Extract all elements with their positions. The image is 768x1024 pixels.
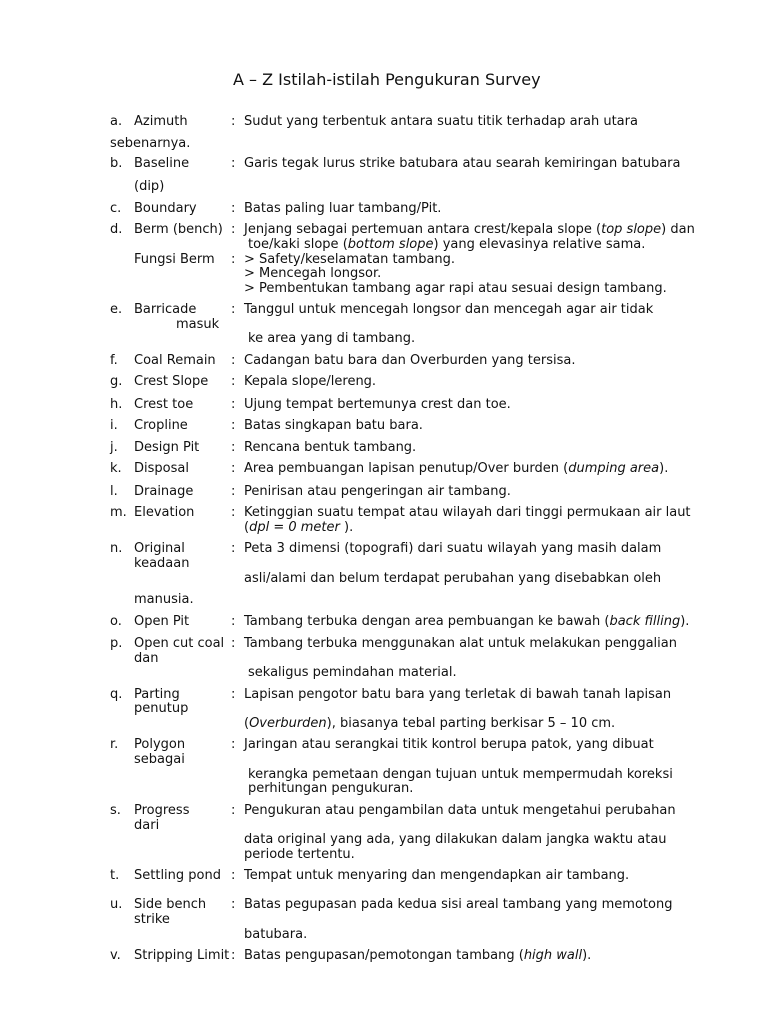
entry-term: Open Pit <box>134 614 190 629</box>
entry-definition: sebenarnya. <box>110 136 191 151</box>
page-title: A – Z Istilah-istilah Pengukuran Survey <box>233 70 541 89</box>
entry-subterm: dari <box>134 818 160 833</box>
entry-letter: j. <box>110 440 118 455</box>
entry-definition: (dpl = 0 meter ). <box>244 520 354 535</box>
colon: : <box>231 948 236 963</box>
entry-letter: i. <box>110 418 118 433</box>
entry-term: Progress <box>134 803 190 818</box>
entry-definition: Tempat untuk menyaring dan mengendapkan air tambang. <box>244 868 630 883</box>
entry-letter: g. <box>110 374 123 389</box>
entry-letter: f. <box>110 353 118 368</box>
entry-letter: p. <box>110 636 123 651</box>
entry-term: Azimuth <box>134 114 188 129</box>
entry-definition: Ujung tempat bertemunya crest dan toe. <box>244 397 511 412</box>
entry-definition: Kepala slope/lereng. <box>244 374 377 389</box>
colon: : <box>231 868 236 883</box>
entry-letter: m. <box>110 505 127 520</box>
entry-subterm: strike <box>134 912 170 927</box>
entry-definition: Tambang terbuka menggunakan alat untuk melakukan penggalian <box>244 636 677 651</box>
entry-definition: Sudut yang terbentuk antara suatu titik terhadap arah utara <box>244 114 638 129</box>
entry-definition: periode tertentu. <box>244 847 355 862</box>
entry-definition: Pengukuran atau pengambilan data untuk mengetahui perubahan <box>244 803 676 818</box>
colon: : <box>231 252 236 267</box>
colon: : <box>231 461 236 476</box>
colon: : <box>231 737 236 752</box>
entry-definition: (dip) <box>134 179 165 194</box>
entry-definition: (Overburden), biasanya tebal parting berkisar 5 – 10 cm. <box>244 716 616 731</box>
entry-term: Crest toe <box>134 397 194 412</box>
entry-subterm: Fungsi Berm <box>134 252 215 267</box>
colon: : <box>231 636 236 651</box>
entry-term: Cropline <box>134 418 188 433</box>
entry-term: Elevation <box>134 505 195 520</box>
entry-definition: Batas pengupasan/pemotongan tambang (high wall). <box>244 948 592 963</box>
colon: : <box>231 418 236 433</box>
colon: : <box>231 440 236 455</box>
entry-term: Baseline <box>134 156 190 171</box>
entry-definition: Ketinggian suatu tempat atau wilayah dari tinggi permukaan air laut <box>244 505 691 520</box>
entry-definition: Area pembuangan lapisan penutup/Over burden (dumping area). <box>244 461 669 476</box>
entry-subterm: keadaan <box>134 556 190 571</box>
entry-definition: Garis tegak lurus strike batubara atau searah kemiringan batubara <box>244 156 681 171</box>
entry-letter: d. <box>110 222 123 237</box>
entry-subterm: dan <box>134 651 159 666</box>
entry-term: Stripping Limit <box>134 948 230 963</box>
entry-subterm: sebagai <box>134 752 185 767</box>
entry-definition: Jenjang sebagai pertemuan antara crest/kepala slope (top slope) dan <box>244 222 695 237</box>
colon: : <box>231 541 236 556</box>
entry-definition: batubara. <box>244 927 308 942</box>
entry-letter: k. <box>110 461 122 476</box>
colon: : <box>231 803 236 818</box>
entry-term: Side bench <box>134 897 207 912</box>
entry-term: Crest Slope <box>134 374 209 389</box>
entry-letter: l. <box>110 484 118 499</box>
entry-definition: ke area yang di tambang. <box>248 331 416 346</box>
colon: : <box>231 222 236 237</box>
entry-letter: u. <box>110 897 123 912</box>
entry-term: Drainage <box>134 484 194 499</box>
entry-definition: Tanggul untuk mencegah longsor dan mencegah agar air tidak <box>244 302 654 317</box>
entry-letter: q. <box>110 687 123 702</box>
entry-definition: Batas singkapan batu bara. <box>244 418 423 433</box>
entry-definition: perhitungan pengukuran. <box>248 781 414 796</box>
entry-definition: Penirisan atau pengeringan air tambang. <box>244 484 511 499</box>
entry-letter: n. <box>110 541 123 556</box>
entry-term: Berm (bench) <box>134 222 223 237</box>
entry-letter: v. <box>110 948 121 963</box>
colon: : <box>231 687 236 702</box>
entry-term: Barricade <box>134 302 197 317</box>
entry-letter: c. <box>110 201 122 216</box>
colon: : <box>231 114 236 129</box>
entry-definition: Cadangan batu bara dan Overburden yang tersisa. <box>244 353 576 368</box>
entry-term: Polygon <box>134 737 186 752</box>
entry-term: Design Pit <box>134 440 200 455</box>
colon: : <box>231 897 236 912</box>
bullet-item: > Safety/keselamatan tambang. <box>244 252 456 267</box>
entry-subterm: masuk <box>176 317 220 332</box>
colon: : <box>231 374 236 389</box>
colon: : <box>231 302 236 317</box>
colon: : <box>231 201 236 216</box>
colon: : <box>231 156 236 171</box>
entry-term: Parting <box>134 687 180 702</box>
colon: : <box>231 484 236 499</box>
entry-letter: a. <box>110 114 123 129</box>
colon: : <box>231 505 236 520</box>
entry-subterm: penutup <box>134 701 189 716</box>
colon: : <box>231 353 236 368</box>
entry-definition: sekaligus pemindahan material. <box>248 665 457 680</box>
entry-letter: e. <box>110 302 123 317</box>
entry-term: Settling pond <box>134 868 221 883</box>
entry-letter: o. <box>110 614 122 629</box>
entry-term: Open cut coal <box>134 636 225 651</box>
bullet-item: > Mencegah longsor. <box>244 266 382 281</box>
entry-definition: data original yang ada, yang dilakukan dalam jangka waktu atau <box>244 832 667 847</box>
entry-definition: kerangka pemetaan dengan tujuan untuk mempermudah koreksi <box>248 767 673 782</box>
entry-definition: Lapisan pengotor batu bara yang terletak di bawah tanah lapisan <box>244 687 672 702</box>
entry-letter: b. <box>110 156 123 171</box>
entry-letter: t. <box>110 868 120 883</box>
entry-letter: r. <box>110 737 119 752</box>
entry-definition: Rencana bentuk tambang. <box>244 440 417 455</box>
entry-definition: asli/alami dan belum terdapat perubahan yang disebabkan oleh <box>244 571 662 586</box>
entry-letter: h. <box>110 397 123 412</box>
entry-definition: toe/kaki slope (bottom slope) yang elevasinya relative sama. <box>248 237 646 252</box>
entry-letter: s. <box>110 803 121 818</box>
colon: : <box>231 397 236 412</box>
colon: : <box>231 614 236 629</box>
entry-definition: Tambang terbuka dengan area pembuangan ke bawah (back filling). <box>244 614 690 629</box>
entry-term: Coal Remain <box>134 353 216 368</box>
entry-term: Boundary <box>134 201 197 216</box>
entry-term: Disposal <box>134 461 189 476</box>
entry-definition: Jaringan atau serangkai titik kontrol berupa patok, yang dibuat <box>244 737 654 752</box>
entry-definition: Batas pegupasan pada kedua sisi areal tambang yang memotong <box>244 897 673 912</box>
bullet-item: > Pembentukan tambang agar rapi atau sesuai design tambang. <box>244 281 667 296</box>
entry-term: Original <box>134 541 185 556</box>
entry-definition: manusia. <box>134 592 194 607</box>
entry-definition: Batas paling luar tambang/Pit. <box>244 201 442 216</box>
entry-definition: Peta 3 dimensi (topografi) dari suatu wilayah yang masih dalam <box>244 541 662 556</box>
